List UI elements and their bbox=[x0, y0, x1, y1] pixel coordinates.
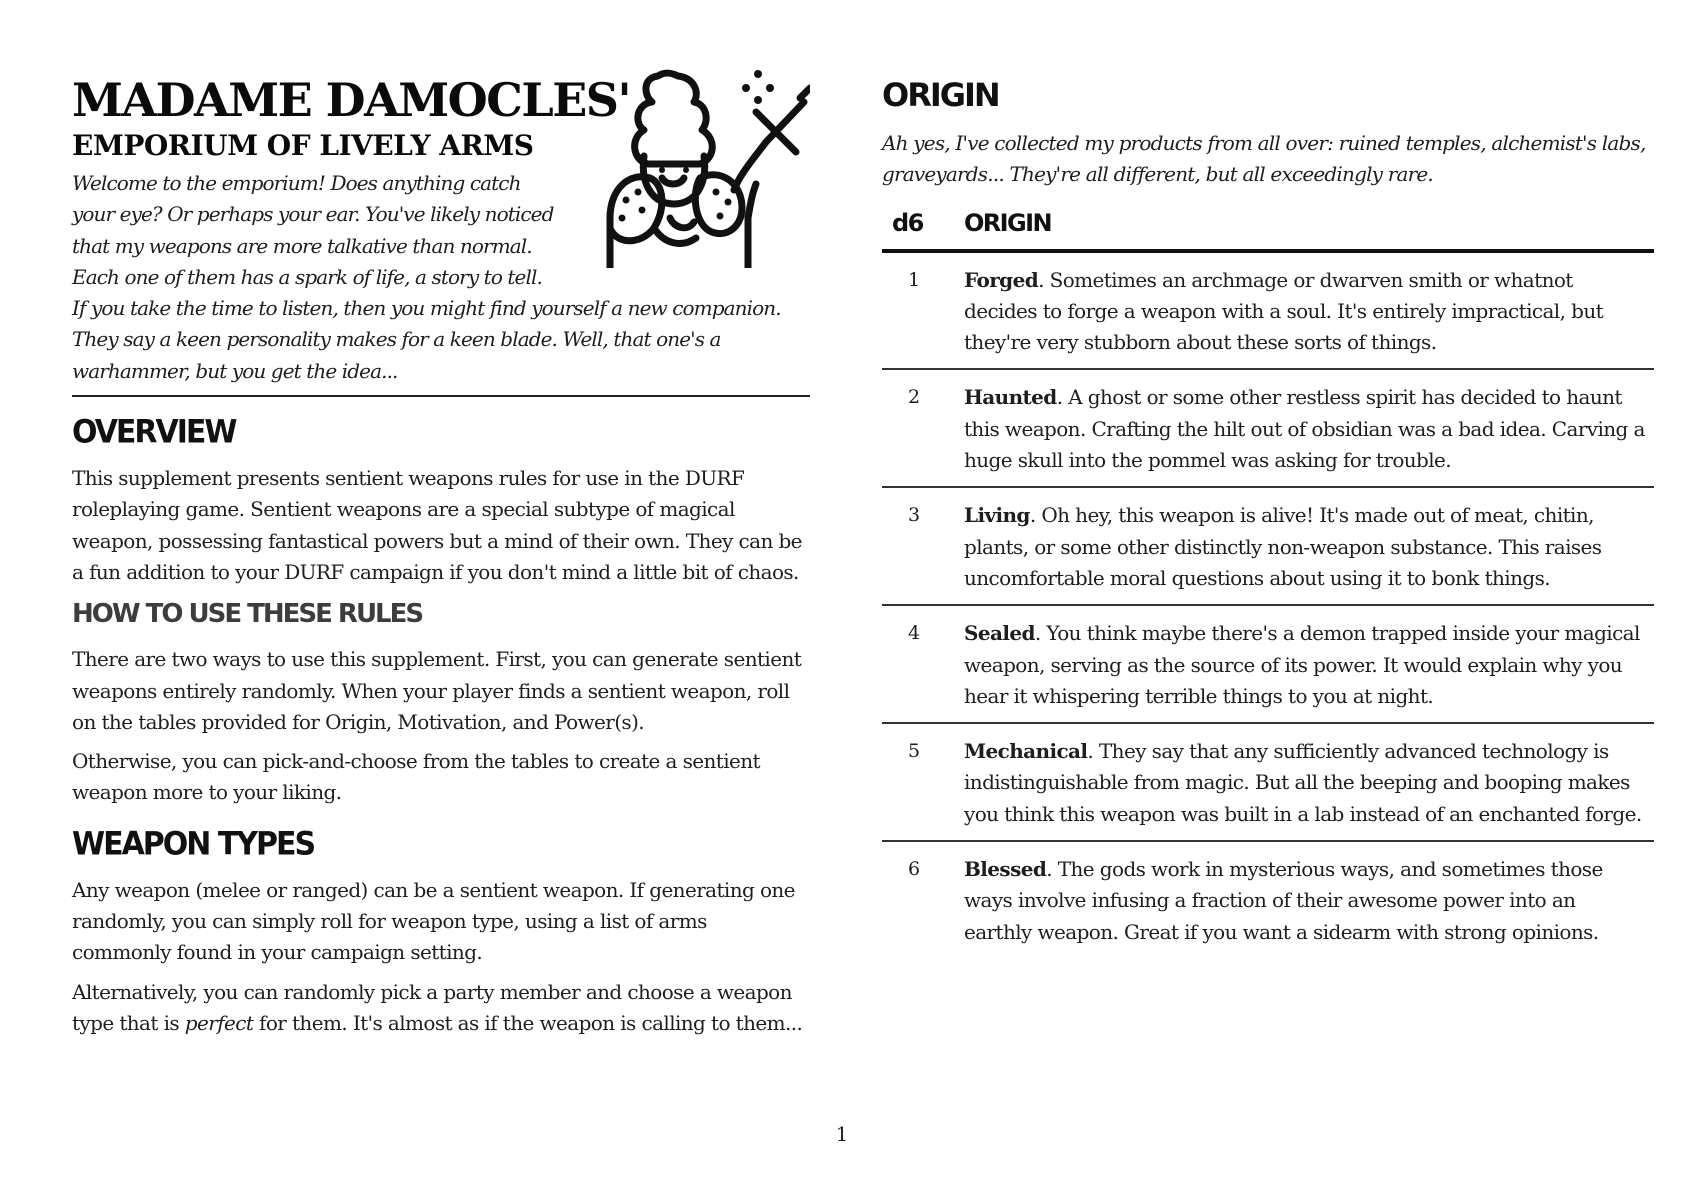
table-row bbox=[882, 723, 1654, 841]
weapon-types-paragraph-2 bbox=[72, 977, 810, 1040]
weapon-types-heading: WEAPON TYPES bbox=[72, 824, 315, 863]
origin-name: Blessed bbox=[964, 857, 1047, 882]
origin-name: Living bbox=[964, 503, 1030, 528]
origin-description: . You think maybe there's a demon trapped inside your magical weapon, serving as the source of its power. It would explain why you hear it whispering terrible things to you at night. bbox=[964, 621, 1640, 708]
section-divider bbox=[72, 395, 810, 397]
intro-text: Welcome to the emporium! Does anything catch your eye? Or perhaps your ear. You've likely noticed that my weapons are more talkative than normal. Each one of them has a spark of life, a story to tell. If you take the time to listen, then you might find yourself a new companion. They say a keen personality makes for a keen blade. Well, that one's a warhammer, but you get the idea... bbox=[72, 171, 781, 383]
origin-table-header bbox=[882, 207, 1654, 251]
origin-entry bbox=[964, 841, 1654, 958]
page-number: 1 bbox=[835, 1122, 849, 1146]
origin-name: Forged bbox=[964, 267, 1039, 292]
weapon-types-text-after: for them. It's almost as if the weapon is calling to them... bbox=[253, 1010, 803, 1035]
how-to-use-paragraph-1: There are two ways to use this supplement. First, you can generate sentient weapons entirely randomly. When your player finds a sentient weapon, roll on the tables provided for Origin, Motivation, and Power(s). bbox=[72, 647, 802, 734]
table-row bbox=[882, 487, 1654, 605]
roll-value: 6 bbox=[908, 858, 920, 881]
origin-description: . They say that any sufficiently advanced technology is indistinguishable from magic. But all the beeping and booping makes you think this weapon was built in a lab instead of an enchanted forge. bbox=[964, 739, 1642, 826]
left-column bbox=[72, 74, 810, 1039]
roll-value: 2 bbox=[882, 369, 964, 487]
roll-value: 5 bbox=[882, 723, 964, 841]
origin-description: . Oh hey, this weapon is alive! It's made out of meat, chitin, plants, or some other distinctly non-weapon substance. This raises uncomfortable moral questions about using it to bonk things. bbox=[964, 503, 1602, 590]
origin-entry bbox=[964, 487, 1654, 605]
origin-description: . The gods work in mysterious ways, and sometimes those ways involve infusing a fraction of their awesome power into an earthly weapon. Great if you want a sidearm with strong opinions. bbox=[964, 857, 1603, 944]
weapon-types-paragraph-1: Any weapon (melee or ranged) can be a sentient weapon. If generating one randomly, you can simply roll for weapon type, using a list of arms commonly found in your campaign setting. bbox=[72, 877, 795, 965]
origin-table bbox=[882, 207, 1654, 958]
origin-entry bbox=[964, 723, 1654, 841]
how-to-use-paragraph-2: Otherwise, you can pick-and-choose from the tables to create a sentient weapon more to your liking. bbox=[72, 749, 760, 805]
origin-entry bbox=[964, 369, 1654, 487]
weapon-types-emphasis: perfect bbox=[184, 1010, 254, 1035]
origin-entry bbox=[964, 251, 1654, 370]
table-row bbox=[882, 251, 1654, 370]
overview-text: This supplement presents sentient weapons rules for use in the DURF roleplaying game. Sentient weapons are a special subtype of magical weapon, possessing fantastical powers but a mind of their own. They can be a fun addition to your DURF campaign if you don't mind a little bit of chaos. bbox=[72, 466, 802, 584]
origin-name: Haunted bbox=[964, 385, 1057, 410]
roll-value: 3 bbox=[882, 487, 964, 605]
roll-value: 1 bbox=[882, 251, 964, 370]
table-row bbox=[882, 605, 1654, 723]
origin-description: . A ghost or some other restless spirit has decided to haunt this weapon. Crafting the hilt out of obsidian was a bad idea. Carving a huge skull into the pommel was asking for trouble. bbox=[964, 385, 1645, 473]
document-title: MADAME DAMOCLES' bbox=[72, 73, 631, 127]
how-to-use-heading: HOW TO USE THESE RULES bbox=[72, 599, 423, 630]
overview-heading: OVERVIEW bbox=[72, 413, 236, 452]
origin-name: Sealed bbox=[964, 621, 1035, 646]
table-row bbox=[882, 369, 1654, 487]
roll-value: 4 bbox=[882, 605, 964, 723]
origin-column-header: ORIGIN bbox=[964, 207, 1654, 251]
weapon-types-text-before: Alternatively, you can randomly pick a party member and choose a weapon type that is bbox=[72, 979, 792, 1035]
right-column bbox=[882, 74, 1654, 958]
die-column-header: d6 bbox=[882, 207, 964, 251]
origin-entry bbox=[964, 605, 1654, 723]
origin-description: . Sometimes an archmage or dwarven smith or whatnot decides to forge a weapon with a soul. It's entirely impractical, but they're very stubborn about these sorts of things. bbox=[964, 267, 1604, 355]
table-row bbox=[882, 841, 1654, 958]
origin-intro: Ah yes, I've collected my products from all over: ruined temples, alchemist's labs, graveyards... They're all different, but all exceedingly rare. bbox=[882, 131, 1646, 187]
origin-name: Mechanical bbox=[964, 739, 1088, 764]
origin-heading: ORIGIN bbox=[882, 76, 999, 114]
document-subtitle: EMPORIUM OF LIVELY ARMS bbox=[72, 129, 534, 162]
